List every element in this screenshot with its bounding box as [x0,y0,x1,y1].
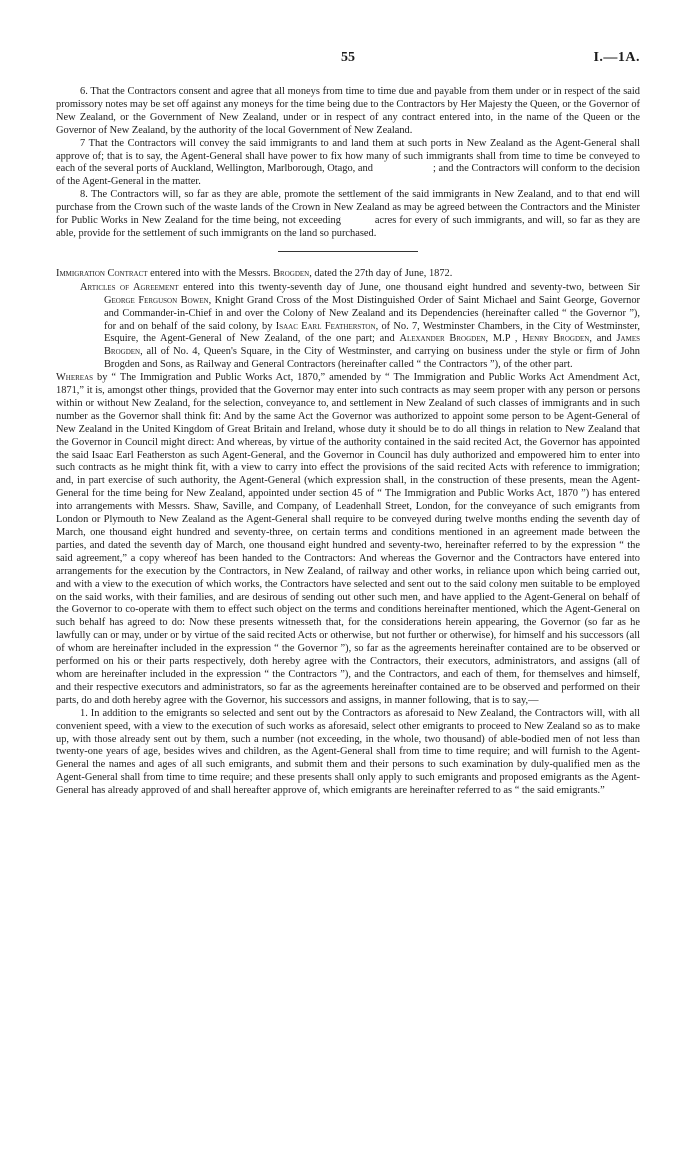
articles-text: , Knight Grand Cross of the Most Distinguished Order of Saint Michael and Saint George, Governor and Commander-in-Chief in and over the Colony of New Zealand and its Dependencies (hereinafter called “ the Governor ”), for and on behalf of the said colony, by [104,294,640,332]
document-reference: I.—1A. [593,50,640,65]
contract-heading: Immigration Contract [56,267,148,279]
articles-text: , M.P , [485,333,518,345]
section-divider [278,251,418,252]
whereas-heading: Whereas [56,372,94,384]
contractor-name: Alexander Brogden [399,333,486,345]
clause-1-text: 1. In addition to the emigrants so selected and sent out by the Contractors as aforesaid to New Zealand, the Contractors will, with all convenient speed, with a view to the execution of such works as aforesaid, select other emigrants to proceed to New Zealand so as to make up, with those already sent out by them, such a number (not exceeding, in the whole, two thousand) of able-bodied men of not less than twenty-one years of age, besides wives and children, as the Agent-General shall from time to time require; and will furnish to the Agent-General the names and ages of all such emigrants, and submit them and their persons to such examination by duly-qualified men as the Agent-General shall from time to time require; and these presents shall only apply to such emigrants and proposed emigrants as the Agent-General has already approved of and shall hereafter approve of, which emigrants are hereinafter referred to as “ the said emigrants.” [56,707,640,797]
contract-title [56,268,640,281]
articles-text: , all of No. 4, Queen's Square, in the City of Westminster, and carrying on business under the style or firm of John Brogden and Sons, as Railway and General Contractors (hereinafter called “ the Contractors ”), of the other part. [104,346,640,371]
clause-1 [56,708,640,798]
clause-7 [56,138,640,190]
contractor-name: Brogden [273,267,310,279]
clause-8-text-a: 8. The Contractors will, so far as they are able, promote the settlement of the said immigrants in New Zealand, and to that end will purchase from the Crown such of the waste lands of the Crown in New Zealand as may be agreed between the Contractors and the Minister for Public Works in New Zealand for the time being, not exceeding [56,189,640,227]
clause-7-text-b: ; and the Contractors will conform to the decision of the Agent-General in the matter. [56,163,640,188]
contractor-name: Henry Brogden [522,333,590,345]
agent-general-name: Isaac Earl Featherston [275,320,376,332]
page-number: 55 [341,50,355,65]
articles-text: entered into this twenty-seventh day of June, one thousand eight hundred and seventy-two, between Sir [183,281,640,293]
contractor-name: James Brogden [104,333,640,358]
whereas-text: by “ The Immigration and Public Works Act, 1870,” amended by “ The Immigration and Public Works Act Amendment Act, 1871,” it is, amongst other things, provided that the Governor may enter into such contracts as may seem proper with any person or persons within or without New Zealand, for the selection, conveyance to, and settlement in New Zealand of such classes of immigrants and in such number as the Governor shall think fit: And by the same Act the Governor was authorized to appoint some person to be Agent-General of New Zealand in the United Kingdom of Great Britain and Ireland, whose duty it should be to do all things in relation to New Zealand that the Governor in Council might direct: And whereas, by virtue of the authority contained in the said recited Act, the Governor has appointed the said Isaac Earl Featherston as such Agent-General, and the Governor in Council has duly authorized and empowered him to enter into such contracts as he might think fit, with a view to carry into effect the provisions of the said recited Acts with reference to immigration; and, in part exercise of such authority, the Agent-General (which expression shall, in the construction of these presents, mean the Agent-General for the time being for New Zealand, appointed under section 45 of “ The Immigration and Public Works Act, 1870 ”) has entered into arrangements with Messrs. Shaw, Saville, and Company, of Leadenhall Street, London, for the conveyance of such emigrants from London or Plymouth to New Zealand as the Agent-General shall require to be conveyed during twelve months ending the seventh day of March, one thousand eight hundred and seventy-three, on certain terms and conditions mentioned in an agreement made between the parties, and dated the seventh day of March, one thousand eight hundred and seventy-two, hereinafter referred to by the expression “ the said agreement,” a copy whereof has been handed to the Contractors: And whereas the Governor and the Contractors have entered into arrangements for the execution by the Contractors, in New Zealand, of railway and other works, in reliance upon which being carried out, and with a view to the execution of which works, the Contractors have selected and sent out to the said colony men suitable to be employed on the said works, with their families, and are desirous of sending out other such men, and have applied to the Agent-General on behalf of the Governor to co-operate with them to effect such object on the terms and conditions hereinafter mentioned, which the Agent-General on such behalf has agreed to do: Now these presents witnesseth that, for the considerations herein appearing, the Governor (so far as he lawfully can or may, under or by virtue of the said recited Acts or otherwise, but not further or otherwise), for himself and his successors (all of whom are hereinafter included in the expression “ the Governor ”), so far as the agreements hereinafter contained are to be observed or performed on his or their parts respectively, doth hereby agree with the Contractors, their executors, administrators, and assigns (all of whom are hereinafter included in the expression “ the Contractors ”), and the Contractors, and each of them, for themselves and himself, and their respective executors and administrators, so far as the agreements hereinafter contained are to be observed and performed on their parts, do and doth hereby agree with the Governor, his successors and assigns, in manner following, that is to say,— [56,372,640,706]
whereas-recital [56,372,640,708]
clause-6 [56,86,640,138]
articles-text: , of No. 7, Westminster Chambers, in the City of Westminster, Esquire, the Agent-General of New Zealand, of the one part; and [104,320,640,345]
articles-heading: Articles of Agreement [80,281,179,293]
page-header [56,50,640,70]
clause-8 [56,189,640,241]
clause-6-text: 6. That the Contractors consent and agree that all moneys from time to time due and payable from them under or in respect of the said promissory notes may be set off against any moneys for the time being due to the Contractors by Her Majesty the Queen, or the Governor of New Zealand, or the Government of New Zealand, under or in respect of any contract entered into, in the name of the Queen or the Governor of New Zealand, by the authority of the local Government of New Zealand. [56,86,640,136]
document-body [56,86,640,798]
contract-date: , dated the 27th day of June, 1872. [309,267,453,279]
governor-name: George Ferguson Bowen [104,294,209,306]
clause-7-text-a: 7 That the Contractors will convey the said immigrants to and land them at such ports in New Zealand as the Agent-General shall approve of; that is to say, the Agent-General shall have power to fix how many of such immigrants shall from time to time be conveyed to each of the several ports of Auckland, Wellington, Marlborough, Otago, and [56,137,640,175]
articles-text: , and [589,333,612,345]
articles-of-agreement [56,282,640,372]
contract-title-text: entered into with the Messrs. [150,267,271,279]
clause-8-text-b: acres for every of such immigrants, and will, so far as they are able, provide for the settlement of such immigrants on the land so purchased. [56,215,640,239]
